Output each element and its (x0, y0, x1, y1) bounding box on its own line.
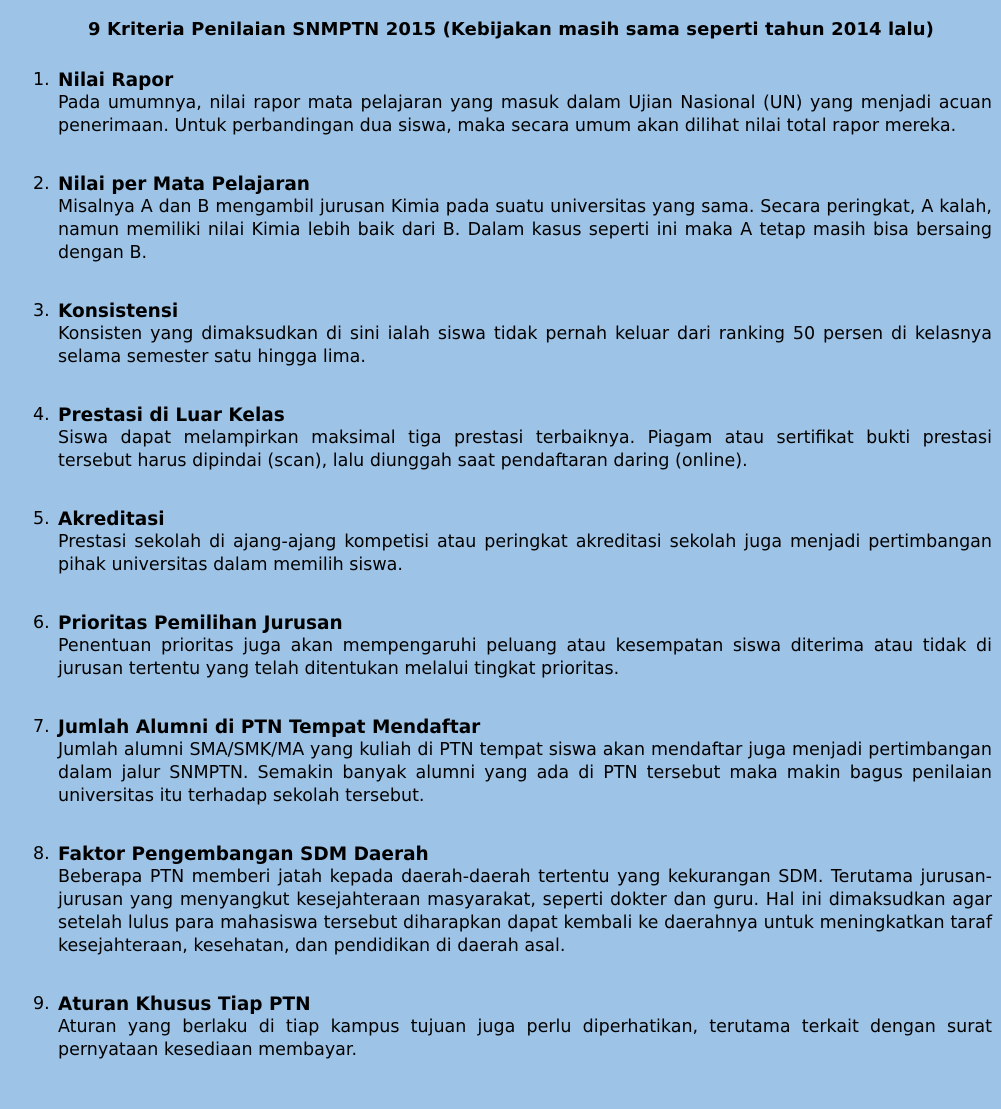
criterion-title: Jumlah Alumni di PTN Tempat Mendaftar (58, 717, 481, 738)
criterion-number: 5. (33, 509, 50, 529)
criterion-number: 6. (33, 613, 50, 633)
criterion-description: Beberapa PTN memberi jatah kepada daerah-daerah tertentu yang kekurangan SDM. Terutama jurusan-jurusan yang menyangkut kesejahteraan masyarakat, seperti dokter dan guru. Hal ini dimaksudkan agar setelah lulus para mahasiswa tersebut diharapkan dapat kembali ke daerahnya untuk meningkatkan taraf kesejahteraan, kesehatan, dan pendidikan di daerah asal. (58, 867, 992, 956)
criterion-number: 9. (33, 994, 50, 1014)
criterion-title: Konsistensi (58, 301, 179, 322)
criterion-title: Prestasi di Luar Kelas (58, 405, 285, 426)
criterion-item (0, 404, 992, 473)
criterion-item (0, 508, 992, 577)
criterion-number: 2. (33, 174, 50, 194)
criterion-description: Jumlah alumni SMA/SMK/MA yang kuliah di PTN tempat siswa akan mendaftar juga menjadi pertimbangan dalam jalur SNMPTN. Semakin banyak alumni yang ada di PTN tersebut maka makin bagus penilaian universitas itu terhadap sekolah tersebut. (58, 740, 992, 806)
criterion-item (0, 173, 992, 265)
criterion-title: Prioritas Pemilihan Jurusan (58, 613, 343, 634)
criterion-number: 3. (33, 301, 50, 321)
criterion-description: Aturan yang berlaku di tiap kampus tujuan juga perlu diperhatikan, terutama terkait dengan surat pernyataan kesediaan membayar. (58, 1017, 992, 1060)
criterion-description: Pada umumnya, nilai rapor mata pelajaran yang masuk dalam Ujian Nasional (UN) yang menjadi acuan penerimaan. Untuk perbandingan dua siswa, maka secara umum akan dilihat nilai total rapor mereka. (58, 93, 992, 136)
criterion-number: 4. (33, 405, 50, 425)
criterion-description: Konsisten yang dimaksudkan di sini ialah siswa tidak pernah keluar dari ranking 50 persen di kelasnya selama semester satu hingga lima. (58, 324, 992, 367)
criterion-description: Misalnya A dan B mengambil jurusan Kimia pada suatu universitas yang sama. Secara peringkat, A kalah, namun memiliki nilai Kimia lebih baik dari B. Dalam kasus seperti ini maka A tetap masih bisa bersaing dengan B. (58, 197, 992, 263)
criterion-number: 1. (33, 70, 50, 90)
criterion-description: Prestasi sekolah di ajang-ajang kompetisi atau peringkat akreditasi sekolah juga menjadi pertimbangan pihak universitas dalam memilih siswa. (58, 532, 992, 575)
criterion-title: Akreditasi (58, 509, 165, 530)
criterion-title: Faktor Pengembangan SDM Daerah (58, 844, 429, 865)
criterion-description: Siswa dapat melampirkan maksimal tiga prestasi terbaiknya. Piagam atau sertifikat bukti prestasi tersebut harus dipindai (scan), lalu diunggah saat pendaftaran daring (online). (58, 428, 992, 471)
criterion-description: Penentuan prioritas juga akan mempengaruhi peluang atau kesempatan siswa diterima atau tidak di jurusan tertentu yang telah ditentukan melalui tingkat prioritas. (58, 636, 992, 679)
criterion-item (0, 300, 992, 369)
criterion-title: Aturan Khusus Tiap PTN (58, 994, 311, 1015)
document-title: 9 Kriteria Penilaian SNMPTN 2015 (Kebijakan masih sama seperti tahun 2014 lalu) (88, 19, 934, 40)
criterion-title: Nilai Rapor (58, 70, 174, 91)
criterion-number: 7. (33, 717, 50, 737)
criterion-item (0, 612, 992, 681)
criterion-item (0, 993, 992, 1062)
criterion-item (0, 69, 992, 138)
criteria-list (0, 69, 992, 1062)
criterion-item (0, 843, 992, 958)
criterion-item (0, 716, 992, 808)
criterion-number: 8. (33, 844, 50, 864)
criterion-title: Nilai per Mata Pelajaran (58, 174, 310, 195)
